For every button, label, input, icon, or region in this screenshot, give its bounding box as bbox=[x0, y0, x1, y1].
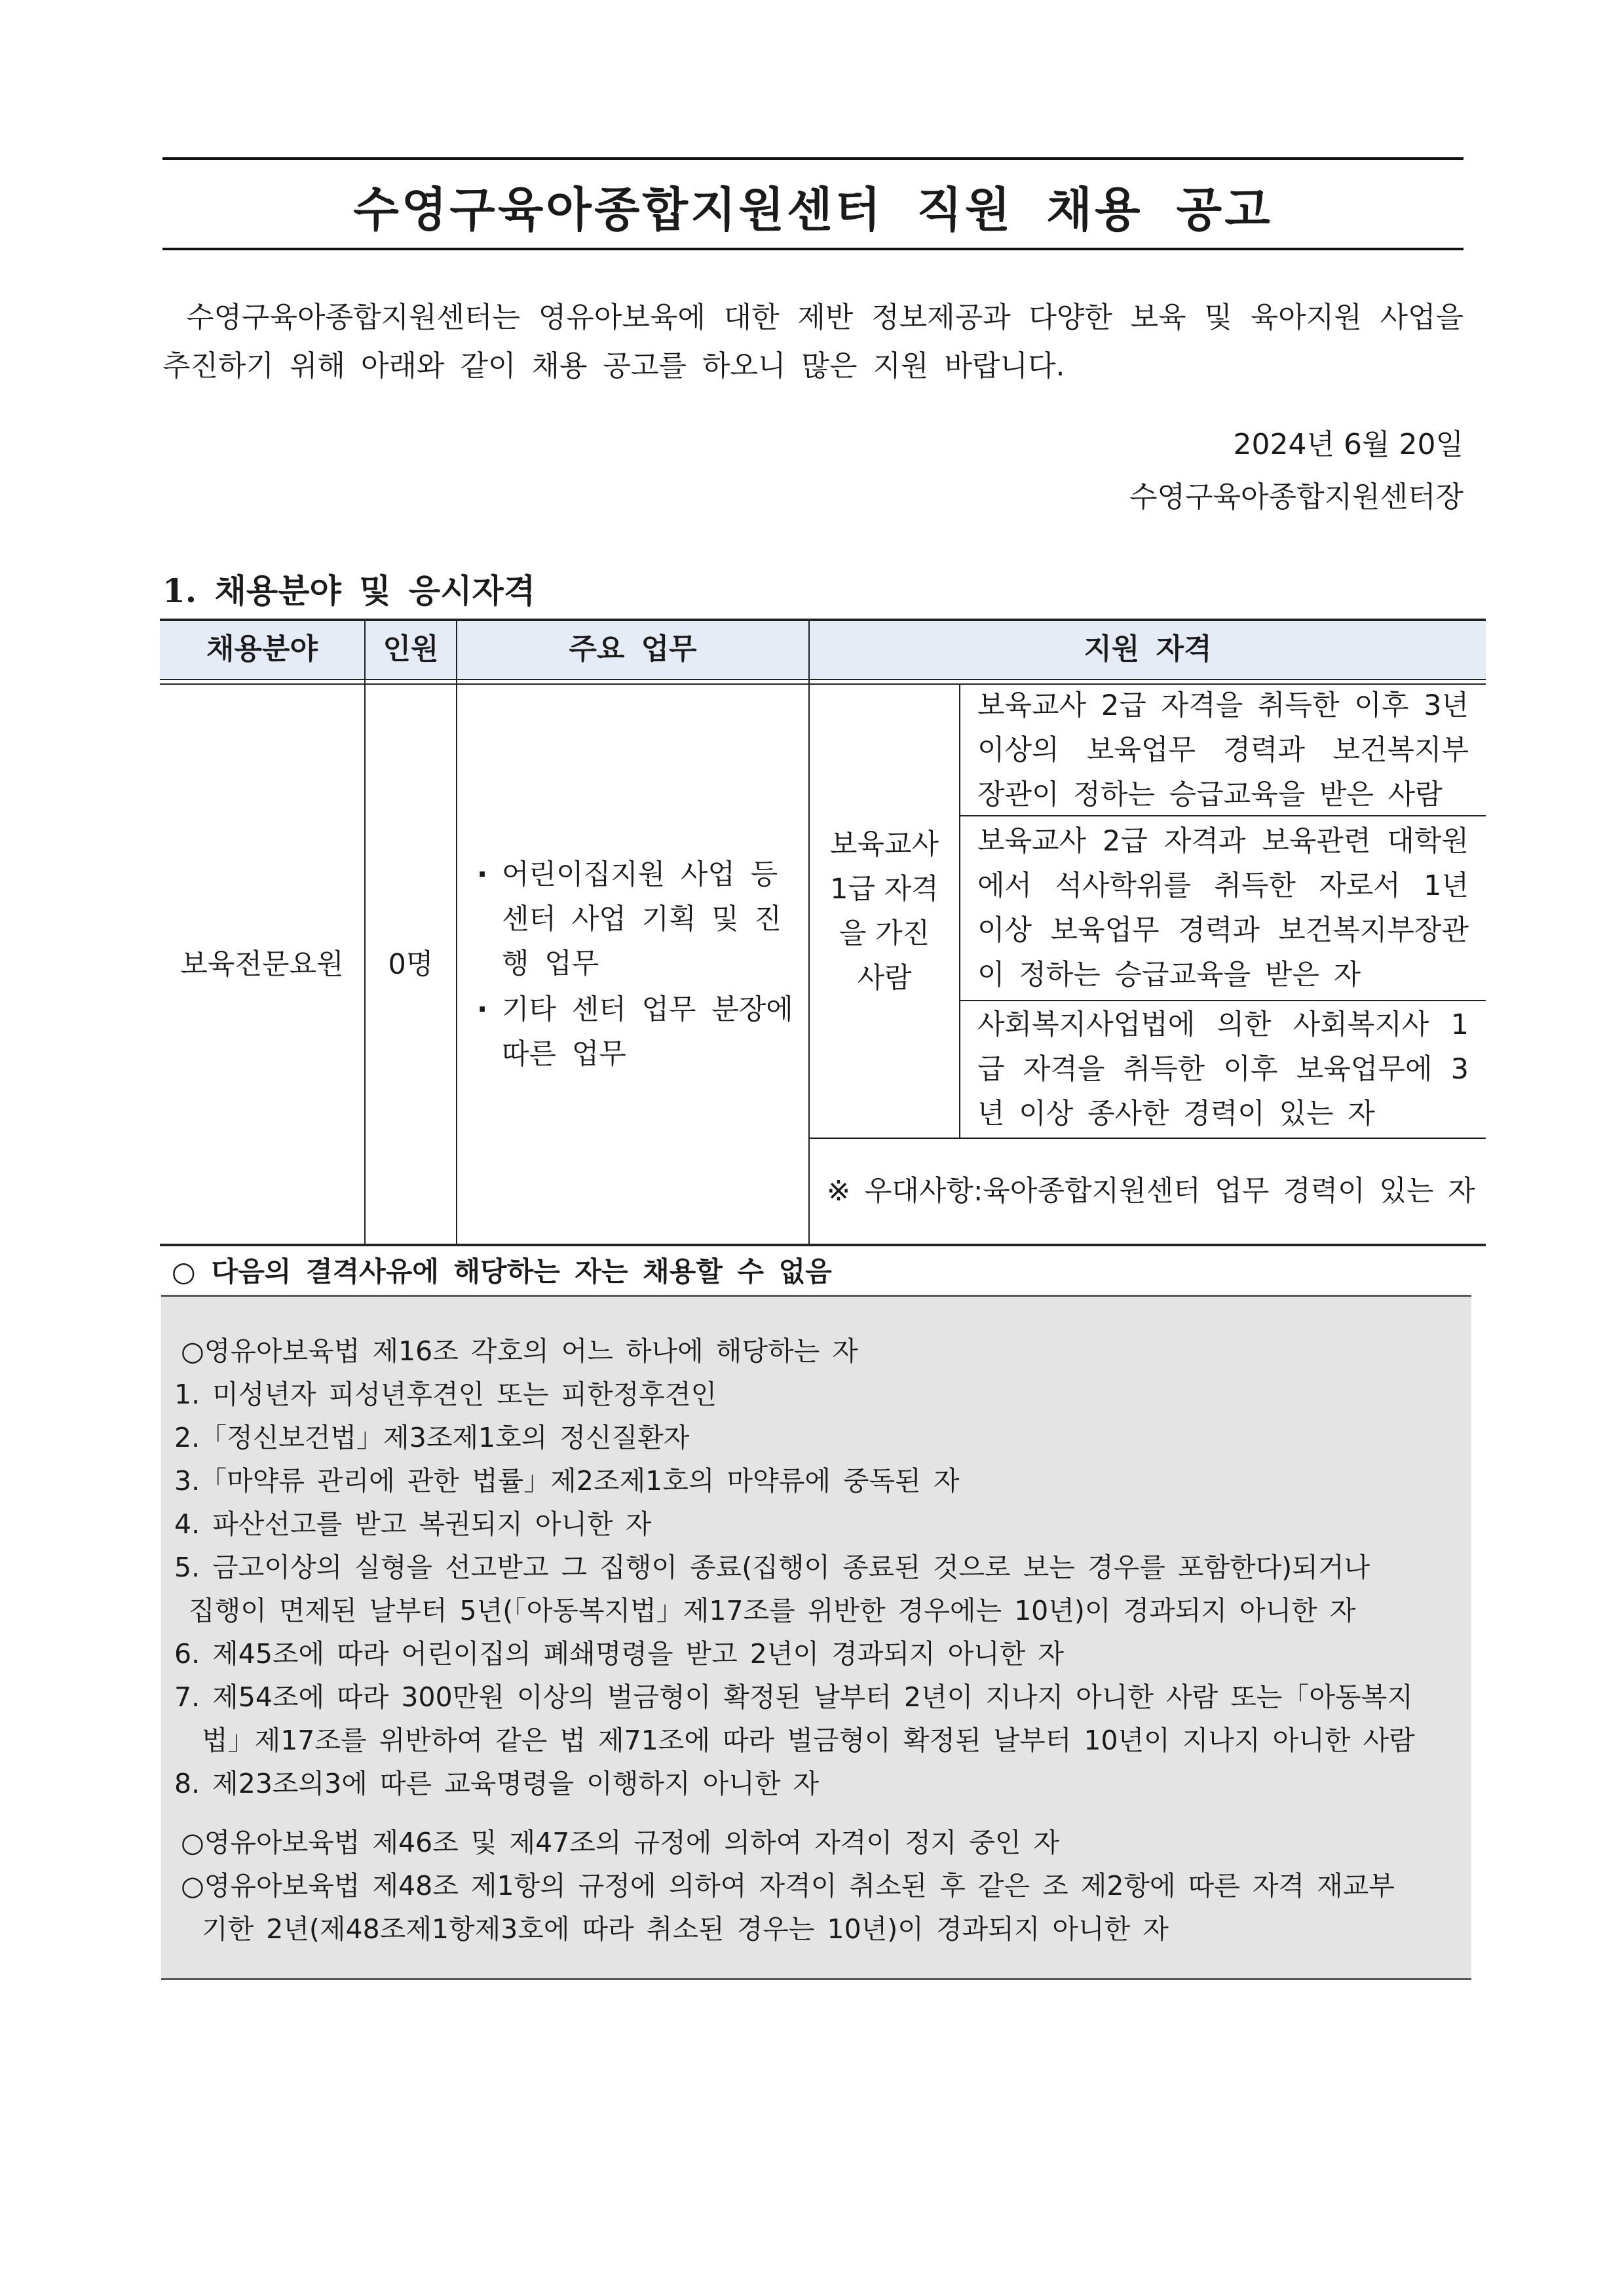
header-count: 인원 bbox=[383, 632, 439, 666]
header-field: 채용분야 bbox=[206, 632, 318, 666]
qualification-item: 보육교사 2급 자격을 취득한 이후 3년 이상의 보육업무 경력과 보건복지부 장관이 정하는 승급교육을 받은 사람 bbox=[977, 689, 1469, 811]
preference-note: ※ 우대사항:육아종합지원센터 업무 경력이 있는 자 bbox=[827, 1175, 1475, 1208]
box-line: 7. 제54조에 따라 300만원 이상의 벌금형이 확정된 날부터 2년이 지나지 아니한 사람 또는「아동복지 bbox=[174, 1681, 1413, 1713]
box-line: 4. 파산선고를 받고 복권되지 아니한 자 bbox=[174, 1508, 652, 1540]
page-title: 수영구육아종합지원센터 직원 채용 공고 bbox=[353, 182, 1273, 237]
count-cell: 0명 bbox=[388, 947, 434, 981]
duty-item: · 기타 센터 업무 분장에 따른 업무 bbox=[473, 987, 808, 1077]
qualification-item: 사회복지사업법에 의한 사회복지사 1급 자격을 취득한 이후 보육업무에 3년 이상 종사한 경력이 있는 자 bbox=[977, 1008, 1469, 1130]
box-line: ○영유아보육법 제16조 각호의 어느 하나에 해당하는 자 bbox=[181, 1335, 858, 1367]
title-top-rule bbox=[162, 157, 1463, 160]
disqualification-heading-text: 다음의 결격사유에 해당하는 자는 채용할 수 없음 bbox=[211, 1255, 832, 1288]
duties-list bbox=[473, 852, 808, 1077]
field-cell: 보육전문요원 bbox=[180, 947, 344, 981]
box-line: 8. 제23조의3에 따른 교육명령을 이행하지 아니한 자 bbox=[174, 1768, 820, 1799]
qualification-item: 보육교사 2급 자격과 보육관련 대학원에서 석사학위를 취득한 자로서 1년 이상 보육업무 경력과 보건복지부장관이 정하는 승급교육을 받은 자 bbox=[977, 825, 1469, 991]
box-line: 기한 2년(제48조제1항제3호에 따라 취소된 경우는 10년)이 경과되지 아니한 자 bbox=[202, 1913, 1169, 1945]
box-line: 1. 미성년자 피성년후견인 또는 피한정후견인 bbox=[174, 1379, 717, 1410]
header-qualification: 지원 자격 bbox=[1084, 632, 1212, 666]
intro-paragraph: 수영구육아종합지원센터는 영유아보육에 대한 제반 정보제공과 다양한 보육 및 육아지원 사업을 추진하기 위해 아래와 같이 채용 공고를 하오니 많은 지원 바랍니다. bbox=[162, 301, 1463, 383]
box-line: 5. 금고이상의 실형을 선고받고 그 집행이 종료(집행이 종료된 것으로 보는 경우를 포함한다)되거나 bbox=[174, 1552, 1370, 1583]
box-line: 2.「정신보건법」제3조제1호의 정신질환자 bbox=[174, 1422, 690, 1453]
issuer-name: 수영구육아종합지원센터장 bbox=[1129, 480, 1463, 514]
box-line: 법」제17조를 위반하여 같은 법 제71조에 따라 벌금형이 확정된 날부터 10년이 지나지 아니한 사람 bbox=[202, 1725, 1415, 1756]
duties-cell bbox=[457, 685, 808, 1244]
duty-item: · 어린이집지원 사업 등 센터 사업 기획 및 진행 업무 bbox=[473, 852, 808, 986]
box-line: 3.「마약류 관리에 관한 법률」제2조제1호의 마약류에 중독된 자 bbox=[174, 1465, 960, 1497]
disqualification-box bbox=[161, 1295, 1471, 1980]
box-line: ○영유아보육법 제48조 제1항의 규정에 의하여 자격이 취소된 후 같은 조 제2항에 따른 자격 재교부 bbox=[181, 1870, 1395, 1902]
box-line: ○영유아보육법 제46조 및 제47조의 규정에 의하여 자격이 정지 중인 자 bbox=[181, 1827, 1060, 1858]
box-line: 집행이 면제된 날부터 5년(「아동복지법」제17조를 위반한 경우에는 10년)이 경과되지 아니한 자 bbox=[189, 1595, 1356, 1626]
header-duties: 주요 업무 bbox=[569, 632, 697, 666]
box-line: 6. 제45조에 따라 어린이집의 폐쇄명령을 받고 2년이 경과되지 아니한 자 bbox=[174, 1638, 1065, 1670]
table-bottom-border bbox=[160, 1244, 1486, 1246]
title-bottom-rule bbox=[162, 248, 1463, 250]
circle-bullet-icon: ○ bbox=[172, 1255, 196, 1288]
qual-group-cell: 보육교사 1급 자격을 가진 사람 bbox=[829, 828, 939, 995]
announcement-date: 2024년 6월 20일 bbox=[1233, 428, 1463, 461]
section-heading: 1. 채용분야 및 응시자격 bbox=[162, 571, 536, 610]
recruitment-table bbox=[160, 619, 1486, 1248]
disqualification-heading bbox=[172, 1250, 832, 1290]
